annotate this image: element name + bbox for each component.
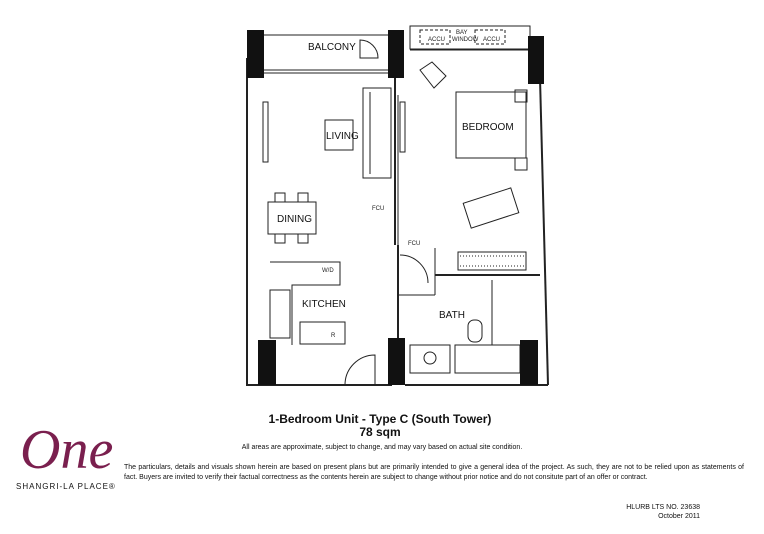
room-label-balcony: BALCONY xyxy=(308,42,356,53)
legal-disclaimer: The particulars, details and visuals shown herein are based on present plans but are primarily intended to give a general idea of the project. As such, they are not to be relied upon as statements of fact. Buyers are invited to verify their factual correctness as the contents herein are subject to change without prior notice and do not consitute part of an offer or contract. xyxy=(124,464,744,481)
unit-area: 78 sqm xyxy=(359,425,401,439)
room-label-kitchen: KITCHEN xyxy=(302,299,346,310)
one-logo xyxy=(16,400,126,495)
outer-wall-right xyxy=(540,78,548,385)
license-date: October 2011 xyxy=(658,513,700,520)
label-wd: W/D xyxy=(322,268,334,274)
label-accu-1: ACCU xyxy=(428,37,446,43)
label-fcu-2: FCU xyxy=(408,241,421,247)
label-r: R xyxy=(331,333,336,339)
room-label-bedroom: BEDROOM xyxy=(462,122,514,133)
area-disclaimer: All areas are approximate, subject to change, and may vary based on actual site condition. xyxy=(241,444,523,451)
outer-wall xyxy=(247,58,262,385)
svg-text:One: One xyxy=(20,419,114,481)
room-label-dining: DINING xyxy=(277,214,312,225)
label-fcu-1: FCU xyxy=(372,206,385,212)
brand-tagline: SHANGRI-LA PLACE® xyxy=(16,482,116,491)
unit-title: 1-Bedroom Unit - Type C (South Tower) xyxy=(268,412,492,426)
label-bay-window-2: WINDOW xyxy=(452,37,479,43)
room-label-living: LIVING xyxy=(326,131,359,142)
label-accu-2: ACCU xyxy=(483,37,501,43)
sofa xyxy=(363,88,391,178)
license-info xyxy=(590,503,700,521)
label-bay-window: BAY xyxy=(456,30,468,36)
license-number: HLURB LTS NO. 23638 xyxy=(626,504,700,511)
room-label-bath: BATH xyxy=(439,310,465,321)
